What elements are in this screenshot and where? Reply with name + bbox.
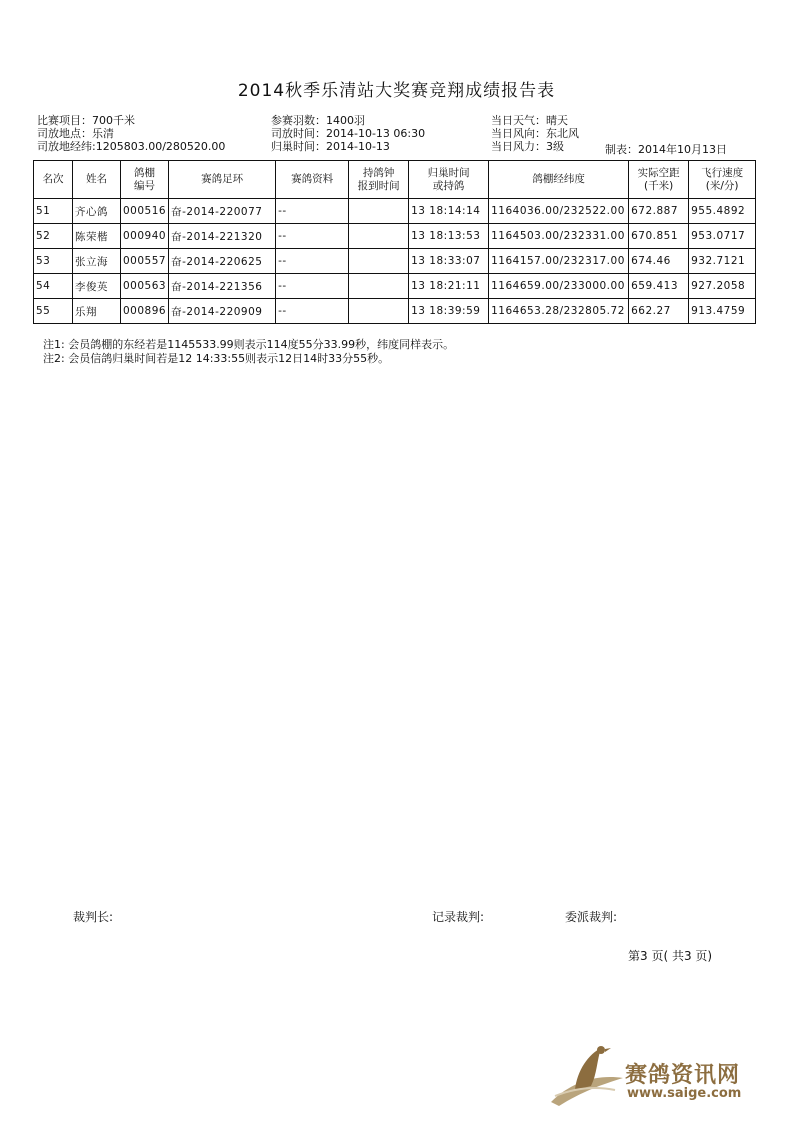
event-info: 比赛项目：700千米 xyxy=(37,114,135,127)
cell-return-time: 13 18:14:14 xyxy=(409,199,489,224)
header-speed: 飞行速度 (米/分) xyxy=(689,161,756,199)
cell-ring: 奋-2014-220625 xyxy=(169,249,276,274)
cell-speed: 927.2058 xyxy=(689,274,756,299)
cell-distance: 659.413 xyxy=(629,274,689,299)
header-coords: 鸽棚经纬度 xyxy=(489,161,629,199)
delegate-referee-label: 委派裁判: xyxy=(565,910,618,924)
cell-pigeon-info: -- xyxy=(276,224,349,249)
site-watermark xyxy=(545,1040,755,1110)
recorder-referee-label: 记录裁判: xyxy=(432,910,485,924)
cell-name: 陈荣楷 xyxy=(73,224,121,249)
cell-name: 李俊英 xyxy=(73,274,121,299)
release-coords-info: 司放地经纬:1205803.00/280520.00 xyxy=(37,140,226,153)
cell-name: 齐心鸽 xyxy=(73,199,121,224)
header-pigeon-info: 赛鸽资料 xyxy=(276,161,349,199)
header-distance: 实际空距 (千米) xyxy=(629,161,689,199)
cell-speed: 932.7121 xyxy=(689,249,756,274)
header-clock-time: 持鸽钟 报到时间 xyxy=(349,161,409,199)
cell-rank: 54 xyxy=(34,274,73,299)
cell-distance: 674.46 xyxy=(629,249,689,274)
watermark-url: www.saige.com xyxy=(627,1086,742,1101)
cell-coords: 1164503.00/232331.00 xyxy=(489,224,629,249)
entries-info: 参赛羽数：1400羽 xyxy=(271,114,365,127)
note-1: 注1: 会员鸽棚的东经若是1145533.99则表示114度55分33.99秒，纬度同样表示。 xyxy=(43,338,455,351)
header-loft-id: 鸽棚 编号 xyxy=(121,161,169,199)
cell-rank: 52 xyxy=(34,224,73,249)
cell-coords: 1164036.00/232522.00 xyxy=(489,199,629,224)
cell-loft-id: 000557 xyxy=(121,249,169,274)
cell-ring: 奋-2014-221356 xyxy=(169,274,276,299)
cell-distance: 672.887 xyxy=(629,199,689,224)
header-rank: 名次 xyxy=(34,161,73,199)
cell-rank: 51 xyxy=(34,199,73,224)
header-ring: 赛鸽足环 xyxy=(169,161,276,199)
table-row xyxy=(34,274,756,299)
cell-name: 乐翔 xyxy=(73,299,121,324)
cell-return-time: 13 18:21:11 xyxy=(409,274,489,299)
cell-speed: 913.4759 xyxy=(689,299,756,324)
cell-rank: 53 xyxy=(34,249,73,274)
cell-coords: 1164659.00/233000.00 xyxy=(489,274,629,299)
cell-pigeon-info: -- xyxy=(276,299,349,324)
cell-name: 张立海 xyxy=(73,249,121,274)
cell-ring: 奋-2014-220909 xyxy=(169,299,276,324)
pigeon-logo-icon xyxy=(545,1040,627,1110)
table-row xyxy=(34,249,756,274)
cell-clock-time xyxy=(349,274,409,299)
cell-speed: 955.4892 xyxy=(689,199,756,224)
cell-loft-id: 000563 xyxy=(121,274,169,299)
cell-return-time: 13 18:13:53 xyxy=(409,224,489,249)
cell-return-time: 13 18:33:07 xyxy=(409,249,489,274)
note-2: 注2: 会员信鸽归巢时间若是12 14:33:55则表示12日14时33分55秒。 xyxy=(43,352,390,365)
watermark-title: 赛鸽资讯网 xyxy=(625,1063,741,1088)
report-title: 2014秋季乐清站大奖赛竞翔成绩报告表 xyxy=(237,81,556,101)
cell-clock-time xyxy=(349,199,409,224)
table-row xyxy=(34,299,756,324)
cell-distance: 670.851 xyxy=(629,224,689,249)
cell-ring: 奋-2014-220077 xyxy=(169,199,276,224)
cell-return-time: 13 18:39:59 xyxy=(409,299,489,324)
table-header-row xyxy=(34,161,756,199)
cell-pigeon-info: -- xyxy=(276,274,349,299)
page-number: 第3 页( 共3 页) xyxy=(628,949,713,963)
results-table xyxy=(33,160,756,324)
chief-referee-label: 裁判长: xyxy=(73,910,114,924)
cell-coords: 1164653.28/232805.72 xyxy=(489,299,629,324)
release-time-info: 司放时间：2014-10-13 06:30 xyxy=(271,127,426,140)
wind-direction-info: 当日风向：东北风 xyxy=(491,127,579,140)
cell-pigeon-info: -- xyxy=(276,249,349,274)
header-return-time: 归巢时间 或持鸽 xyxy=(409,161,489,199)
return-time-info: 归巢时间：2014-10-13 xyxy=(271,140,390,153)
cell-rank: 55 xyxy=(34,299,73,324)
cell-loft-id: 000896 xyxy=(121,299,169,324)
made-date: 制表：2014年10月13日 xyxy=(605,143,727,156)
cell-loft-id: 000516 xyxy=(121,199,169,224)
cell-speed: 953.0717 xyxy=(689,224,756,249)
table-row xyxy=(34,199,756,224)
cell-pigeon-info: -- xyxy=(276,199,349,224)
cell-clock-time xyxy=(349,224,409,249)
cell-ring: 奋-2014-221320 xyxy=(169,224,276,249)
weather-info: 当日天气：晴天 xyxy=(491,114,568,127)
cell-loft-id: 000940 xyxy=(121,224,169,249)
cell-coords: 1164157.00/232317.00 xyxy=(489,249,629,274)
table-row xyxy=(34,224,756,249)
header-name: 姓名 xyxy=(73,161,121,199)
release-place-info: 司放地点：乐清 xyxy=(37,127,114,140)
wind-force-info: 当日风力：3级 xyxy=(491,140,564,153)
cell-distance: 662.27 xyxy=(629,299,689,324)
cell-clock-time xyxy=(349,249,409,274)
cell-clock-time xyxy=(349,299,409,324)
